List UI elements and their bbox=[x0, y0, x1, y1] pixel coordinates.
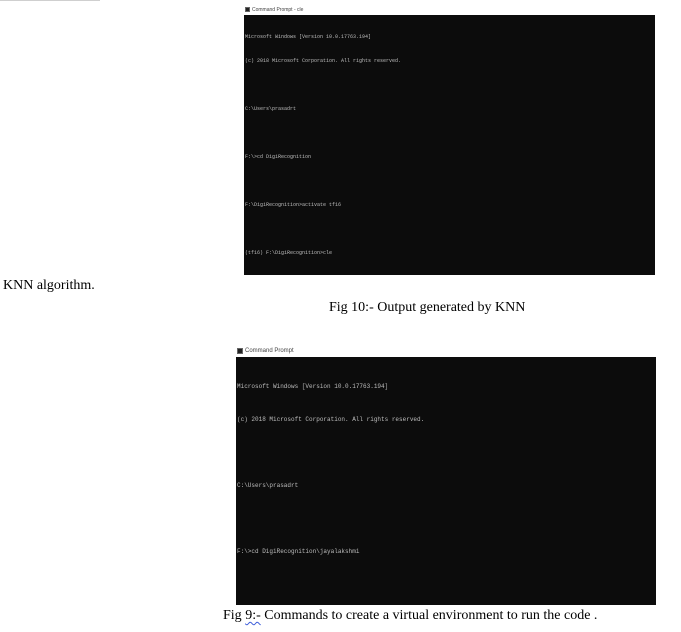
terminal-output bbox=[244, 15, 655, 275]
terminal-line: F:\DigiRecognition>activate tf16 bbox=[245, 202, 342, 208]
terminal-line: (c) 2018 Microsoft Corporation. All rights reserved. bbox=[245, 58, 402, 64]
terminal-line bbox=[245, 177, 654, 185]
terminal-titlebar bbox=[236, 344, 656, 357]
terminal-line: (c) 2018 Microsoft Corporation. All rights reserved. bbox=[237, 416, 425, 423]
terminal-line: F:\>cd DigiRecognition\jayalakshmi bbox=[237, 548, 360, 555]
caption-prefix: Fig bbox=[223, 608, 246, 623]
terminal-window-fig9 bbox=[236, 344, 656, 605]
terminal-line: C:\Users\prasadrt bbox=[237, 482, 299, 489]
terminal-line bbox=[245, 129, 654, 137]
terminal-output bbox=[236, 357, 656, 605]
terminal-titlebar bbox=[244, 4, 655, 15]
terminal-line: Microsoft Windows [Version 10.0.17763.194] bbox=[245, 34, 372, 40]
terminal-line bbox=[237, 447, 655, 458]
terminal-line: Microsoft Windows [Version 10.0.17763.194] bbox=[237, 383, 389, 390]
terminal-window-fig10 bbox=[244, 4, 655, 275]
command-prompt-icon bbox=[245, 7, 250, 12]
terminal-title: Command Prompt - cle bbox=[252, 6, 304, 13]
terminal-line bbox=[245, 81, 654, 89]
terminal-line: F:\>cd DigiRecognition bbox=[245, 154, 312, 160]
terminal-line: (tf16) F:\DigiRecognition>cle bbox=[245, 250, 333, 256]
body-text: KNN algorithm. bbox=[3, 278, 95, 293]
terminal-title: Command Prompt bbox=[245, 347, 294, 354]
command-prompt-icon bbox=[237, 348, 243, 354]
figure-caption-fig9 bbox=[223, 608, 597, 624]
terminal-line bbox=[237, 513, 655, 524]
terminal-line bbox=[245, 225, 654, 233]
top-divider bbox=[0, 0, 100, 1]
terminal-line: C:\Users\prasadrt bbox=[245, 106, 297, 112]
figure-caption-fig10: Fig 10:- Output generated by KNN bbox=[329, 300, 526, 315]
terminal-line bbox=[237, 579, 655, 590]
spellcheck-marked-text: 9:- bbox=[245, 608, 261, 623]
caption-rest: Commands to create a virtual environment to run the code . bbox=[260, 608, 598, 623]
